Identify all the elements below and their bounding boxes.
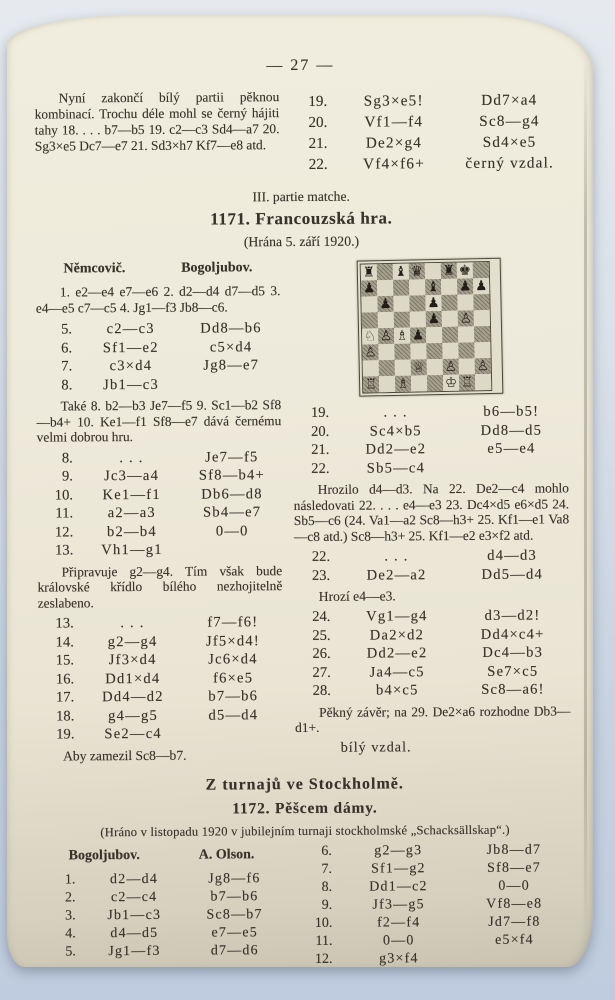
game-1172-subtitle: (Hráno v listopadu 1920 v jubilejním turnaji stockholmské „Schacksällskap“.): [100, 822, 510, 839]
board-square: [474, 326, 490, 342]
white-move: Sf1—g2: [370, 860, 426, 877]
white-move: g2—g3: [374, 842, 423, 859]
move-number: 12.: [314, 951, 333, 967]
white-move: 0—0: [382, 932, 415, 949]
black-move: Sf8—e7: [487, 860, 542, 876]
white-move: g4—g5: [108, 707, 158, 724]
white-move: Dd1×d4: [105, 670, 161, 687]
board-square: [474, 294, 490, 310]
move-number: 20.: [308, 113, 328, 131]
board-square: [363, 360, 379, 376]
move-number: 7.: [321, 861, 333, 877]
move-number: 16.: [55, 670, 75, 687]
move-number: 10.: [314, 915, 333, 931]
white-move: Ja4—c5: [369, 663, 425, 681]
black-move: Sc8—g4: [479, 112, 540, 130]
move-row: [291, 89, 566, 112]
white-move: g2—g4: [107, 633, 158, 650]
white-move: Jf3×d4: [108, 651, 157, 669]
move-row: [38, 650, 283, 670]
chess-diagram-frame: [357, 258, 504, 397]
board-square: ♟: [379, 295, 393, 313]
board-square: ♟: [412, 327, 425, 344]
move-number: 11.: [315, 933, 333, 949]
move-number: 23.: [311, 567, 331, 584]
board-square: ♙: [380, 327, 393, 345]
white-move: . . .: [120, 614, 145, 632]
white-move: De2×g4: [365, 134, 423, 152]
board-square: [427, 343, 443, 359]
black-move: Jf5×d4!: [205, 632, 260, 650]
move-row: [40, 924, 285, 943]
move-row: [294, 565, 569, 585]
black-move: b6—b5!: [483, 403, 540, 420]
move-row: [291, 131, 566, 154]
black-move: Je7—f5: [205, 448, 259, 466]
section-heading: Z turnajů ve Stockholmě.: [205, 774, 404, 794]
board-square: [411, 375, 427, 391]
move-row: [36, 375, 281, 395]
black-move: [454, 458, 569, 477]
page-content: [4, 13, 596, 974]
board-square: ♚: [458, 262, 472, 279]
move-number: 22.: [311, 460, 330, 477]
move-row: [37, 540, 282, 560]
board-square: [395, 344, 411, 360]
move-number: 21.: [308, 134, 328, 152]
move-number: 11.: [55, 505, 74, 522]
player-names: [36, 260, 281, 277]
move-row: [38, 669, 283, 689]
white-move: Dd1—c2: [369, 878, 428, 895]
move-number: 8.: [61, 449, 73, 466]
move-number: 28.: [312, 682, 331, 699]
move-row: [294, 625, 569, 645]
move-number: 3.: [65, 907, 76, 923]
move-row: [296, 859, 571, 879]
move-row: [38, 706, 283, 726]
move-row: [37, 503, 282, 523]
move-table-top: [291, 89, 567, 175]
move-row: [296, 913, 571, 933]
black-move: d5—d4: [208, 706, 259, 724]
move-row: [296, 877, 571, 897]
move-table-1171-b: [37, 448, 282, 560]
move-number: 26.: [312, 645, 331, 662]
match-label: III. partie matche.: [252, 188, 350, 205]
note-hrozi: Hrozí e4—e3.: [318, 588, 396, 604]
white-move: Jb1—c3: [103, 376, 159, 393]
white-move: d2—d4: [109, 871, 159, 887]
move-number: 22.: [308, 155, 328, 173]
white-move: Vf4×f6+: [363, 155, 426, 173]
move-row: [36, 338, 281, 358]
move-row: [293, 421, 568, 441]
white-move: Jc3—a4: [103, 467, 160, 485]
black-move: [457, 949, 572, 968]
page-number: — 27 —: [266, 56, 335, 75]
white-move: a2—a3: [107, 504, 156, 522]
black-move: [184, 724, 283, 743]
white-move: Sb5—c4: [366, 459, 426, 477]
move-row: [37, 466, 282, 486]
white-player-name: Němcovič.: [63, 261, 126, 277]
move-table-1171-d: [293, 402, 569, 478]
note-aby-zamezil: Aby zamezil Sc8—b7.: [63, 747, 187, 763]
player-names-1172: [39, 847, 284, 864]
board-square: [475, 342, 491, 358]
black-move: [183, 540, 282, 559]
board-square: [426, 327, 442, 343]
black-move: 0—0: [215, 522, 249, 540]
intro-moves: 1. e2—e4 e7—e6 2. d2—d4 d7—d5 3. e4—e5 c7—c5 4. Jg1—f3 Jb8—c6.: [35, 283, 281, 316]
commentary-paragraph: Nyní zakončí bílý partii pěknou kombinací. Trochu déle mohl se černý hájiti tahy 18. . . . b7—b5 19. c2—c3 Sd4—a7 20. Sg3×e5 Dc7—e7 21. Sd3×h7 Kf7—e8 atd.: [34, 89, 280, 154]
board-square: [459, 342, 475, 358]
move-number: 5.: [60, 321, 73, 338]
black-move: b7—b6: [210, 888, 259, 905]
book-page: [7, 15, 593, 967]
white-move: Dd4—d2: [102, 688, 164, 706]
board-square: [458, 294, 474, 310]
game-title: 1171. Francouzská hra.: [210, 208, 393, 229]
black-move: Vf8—e8: [486, 896, 543, 912]
move-number: 8.: [61, 376, 73, 393]
white-move: c3×d4: [109, 357, 153, 375]
black-move: Sc8—a6!: [481, 681, 545, 698]
board-square: [425, 263, 441, 279]
black-move: Dc4—b3: [482, 644, 544, 661]
move-number: 17.: [55, 689, 75, 706]
board-square: ♟: [475, 278, 488, 295]
white-move: c2—c4: [110, 889, 158, 905]
note-pripravuje: Připravuje g2—g4. Tím však bude královské křídlo bílého nezhojitelně zeslabeno.: [37, 562, 283, 611]
move-table-1171-a: [36, 319, 281, 394]
move-row: [39, 870, 284, 889]
board-square: ♗: [397, 375, 410, 392]
board-square: ♔: [445, 374, 458, 391]
move-table-1172-b: [296, 841, 572, 969]
board-square: ♗: [396, 327, 409, 344]
move-number: 24.: [312, 608, 331, 625]
move-number: 6.: [321, 843, 332, 859]
board-square: ♝: [394, 263, 408, 280]
move-table-1172-a: [39, 870, 284, 961]
board-square: [379, 344, 395, 360]
white-move: Sf1—e2: [102, 339, 159, 356]
black-move: Dd8—b6: [200, 320, 262, 337]
black-move: c5×d4: [209, 338, 253, 356]
black-move: Jb8—d7: [486, 842, 542, 858]
white-move: De2—a2: [366, 566, 427, 584]
chess-board: [360, 261, 493, 394]
board-square: [459, 358, 475, 374]
move-number: 6.: [61, 339, 73, 356]
move-number: 2.: [64, 889, 76, 905]
board-square: ♙: [476, 358, 490, 375]
board-square: [378, 312, 394, 328]
black-move: Sc8—b7: [206, 906, 263, 923]
move-row: [293, 439, 568, 459]
black-move: e5×f4: [495, 932, 534, 948]
move-number: 10.: [54, 486, 74, 503]
white-move: Sc4×b5: [369, 422, 422, 440]
move-table-1171-c: [38, 613, 283, 744]
white-move: Ke1—f1: [102, 486, 161, 503]
move-row: [295, 643, 570, 663]
move-number: 7.: [61, 358, 73, 375]
white-move: . . .: [383, 404, 408, 421]
board-square: [411, 343, 427, 359]
note-pekny-zaver: Pěkný závěr; na 29. De2×a6 rozhodne Db3—d1+.: [295, 702, 571, 736]
move-row: [293, 402, 568, 422]
board-square: ♟: [427, 295, 441, 312]
move-row: [37, 522, 282, 542]
move-number: 27.: [312, 664, 331, 681]
board-square: [473, 262, 489, 278]
game-1172-title: 1172. Pěšcem dámy.: [232, 799, 378, 817]
white-move: b2—b4: [106, 523, 157, 540]
board-square: [409, 279, 425, 295]
black-move: Dd8—d5: [480, 422, 543, 439]
board-square: ♟: [427, 311, 441, 328]
white-move: Jf3—g5: [372, 896, 425, 913]
board-square: [394, 296, 410, 312]
move-row: [37, 448, 282, 468]
black-move: černý vzdal.: [465, 154, 555, 172]
board-square: [474, 310, 490, 326]
black-move: Jc6×d4: [208, 651, 258, 668]
white-move: Vf1—f4: [364, 113, 424, 131]
board-square: [442, 295, 458, 311]
board-square: ♖: [365, 376, 378, 393]
board-square: ♝: [427, 279, 440, 296]
black-move: d7—d6: [210, 942, 259, 959]
black-move: e5—e4: [487, 440, 536, 457]
top-section: [35, 87, 568, 180]
move-number: 14.: [55, 633, 74, 650]
board-square: ♘: [364, 328, 377, 345]
white-move: g3×f4: [379, 950, 419, 967]
board-square: [379, 376, 395, 392]
black-player-name: Bogoljubov.: [181, 260, 253, 276]
white-move: Vh1—g1: [101, 541, 163, 559]
move-number: 25.: [312, 627, 331, 644]
board-square: [395, 360, 411, 376]
game-subtitle: (Hrána 5. září 1920.): [243, 233, 360, 250]
move-row: [296, 895, 571, 915]
black-move: e7—e5: [211, 924, 258, 941]
board-square: [475, 374, 491, 390]
board-square: [443, 343, 459, 359]
move-row: [295, 680, 570, 700]
white-move: d4—d5: [110, 925, 159, 941]
board-square: [410, 295, 426, 311]
move-number: 12.: [54, 523, 74, 540]
board-square: ♛: [410, 263, 424, 280]
move-row: [38, 724, 283, 744]
move-number: 9.: [61, 468, 73, 485]
move-row: [40, 906, 285, 925]
white-move: b4×c5: [375, 682, 419, 699]
move-number: 13.: [55, 542, 74, 559]
black-move: Sb4—e7: [202, 504, 262, 521]
move-number: 20.: [311, 423, 330, 440]
move-table-1171-f: [294, 606, 570, 700]
white-move: Dd2—e2: [365, 441, 427, 458]
move-table-1171-e: [294, 546, 570, 585]
white-move: Sg3×e5!: [363, 92, 424, 110]
board-square: ♕: [412, 359, 426, 376]
game-1172-body: [39, 843, 572, 974]
move-row: [39, 888, 284, 907]
move-number: 5.: [65, 943, 76, 959]
white-move: . . .: [384, 548, 409, 565]
board-square: [377, 280, 393, 296]
board-square: [362, 312, 378, 328]
move-row: [293, 458, 568, 478]
white-move: Jb1—c3: [107, 907, 162, 923]
move-number: 8.: [321, 879, 333, 895]
move-row: [38, 613, 283, 633]
black-move: Dd7×a4: [481, 91, 538, 109]
note-variation-8: Také 8. b2—b3 Je7—f5 9. Sc1—b2 Sf8—b4+ 10. Ke1—f1 Sf8—e7 dává černému velmi dobrou hru.: [36, 397, 282, 445]
board-square: ♜: [442, 262, 456, 279]
game-1171-body: [36, 256, 571, 767]
game-result: bílý vzdal.: [340, 738, 412, 756]
board-square: [362, 296, 378, 312]
board-square: ♜: [362, 264, 376, 281]
white-move: Jg1—f3: [108, 943, 161, 959]
black-move: f7—f6!: [207, 614, 259, 631]
board-square: ♟: [363, 280, 376, 297]
black-move: d3—d2!: [484, 607, 541, 624]
move-row: [296, 931, 571, 951]
black-move: f6×e5: [212, 669, 254, 687]
board-square: ♙: [444, 358, 458, 375]
board-square: [427, 359, 443, 375]
move-number: 4.: [65, 925, 76, 941]
white-move: f2—f4: [376, 914, 421, 931]
move-row: [291, 110, 566, 133]
black-move: d4—d3: [487, 547, 538, 564]
note-hrozilo: Hrozilo d4—d3. Na 22. De2—c4 mohlo následovati 22. . . . e4—e3 23. Dc4×d5 e6×d5 24. Sb5—c6 (24. Va1—a2 Sc8—h3+ 25. Kf1—e1 Va8—c8 atd.) Sc8—h3+ 25. Kf1—e2 e3×f2 atd.: [293, 480, 570, 544]
move-number: 18.: [56, 707, 75, 724]
black-move: Sf8—b4+: [198, 467, 265, 484]
board-square: [427, 375, 443, 391]
move-row: [296, 949, 571, 969]
move-number: 13.: [55, 615, 74, 632]
black-move: Jg8—f6: [208, 870, 261, 887]
white-move: Dd2—e2: [366, 645, 428, 662]
move-row: [38, 687, 283, 707]
white-player-name-1172: Bogoljubov.: [68, 847, 140, 863]
move-row: [36, 319, 281, 339]
board-square: [410, 311, 426, 327]
black-move: Jd7—f8: [488, 914, 541, 930]
move-number: 21.: [311, 441, 330, 458]
board-square: ♙: [364, 344, 378, 361]
black-move: Se7×c5: [487, 663, 539, 680]
move-number: 19.: [56, 726, 75, 743]
black-move: b7—b6: [208, 688, 259, 705]
board-square: [393, 280, 409, 296]
board-square: [441, 279, 457, 295]
board-square: ♟: [459, 278, 472, 295]
move-number: 19.: [308, 92, 328, 110]
black-move: Db6—d8: [201, 485, 263, 503]
black-move: [182, 375, 281, 394]
move-number: 19.: [310, 404, 330, 421]
move-row: [292, 152, 567, 175]
move-number: 15.: [55, 652, 75, 669]
black-move: Dd4×c4+: [480, 626, 545, 643]
move-number: 22.: [311, 548, 331, 565]
board-square: [442, 311, 458, 327]
move-number: 9.: [321, 897, 333, 913]
board-square: ♙: [459, 310, 473, 327]
move-row: [294, 546, 569, 566]
move-row: [36, 356, 281, 376]
board-square: [442, 327, 458, 343]
move-row: [296, 841, 571, 861]
board-square: [394, 312, 410, 328]
move-row: [40, 942, 285, 961]
white-move: Se2—c4: [104, 725, 162, 743]
white-move: Vg1—g4: [366, 608, 428, 625]
black-player-name-1172: A. Olson.: [198, 846, 255, 863]
black-move: Sd4×e5: [482, 133, 537, 151]
board-square: ♖: [461, 374, 474, 391]
board-square: [379, 360, 395, 376]
white-move: Da2×d2: [369, 626, 425, 644]
white-move: c2—c3: [106, 320, 155, 338]
board-square: [458, 326, 474, 342]
move-row: [37, 485, 282, 505]
move-row: [38, 632, 283, 652]
black-move: 0—0: [498, 878, 530, 894]
board-square: [377, 264, 393, 280]
white-move: . . .: [119, 449, 144, 466]
move-row: [294, 606, 569, 626]
black-move: Dd5—d4: [481, 566, 544, 583]
move-number: 1.: [64, 871, 76, 887]
move-row: [295, 662, 570, 682]
black-move: Jg8—e7: [203, 357, 260, 374]
